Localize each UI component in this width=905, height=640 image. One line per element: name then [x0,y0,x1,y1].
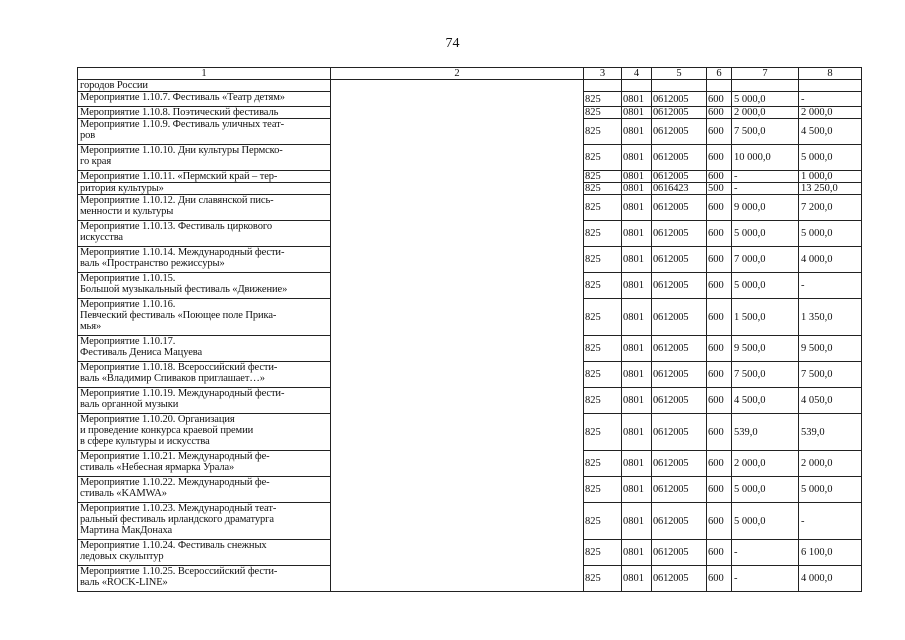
row-description: Мероприятие 1.10.23. Международный теат- ральный фестиваль ирландского драматурга Мартина МакДонаха [78,503,331,540]
page-number: 74 [445,36,460,51]
cell-value: - [732,566,799,592]
empty-cell [331,247,584,273]
cell-value: 825 [584,107,622,119]
cell-value: - [799,273,862,299]
cell-value: 2 000,0 [732,451,799,477]
cell-value: 0612005 [652,362,707,388]
column-header: 2 [331,68,584,80]
cell-value: 0612005 [652,299,707,336]
table-row [78,183,862,195]
cell-value: 825 [584,451,622,477]
cell-value: 1 350,0 [799,299,862,336]
cell-value: 0801 [622,414,652,451]
row-description: Мероприятие 1.10.25. Всероссийский фести- валь «ROCK-LINE» [78,566,331,592]
empty-cell [331,273,584,299]
row-description: Мероприятие 1.10.21. Международный фе- стиваль «Небесная ярмарка Урала» [78,451,331,477]
row-description: Мероприятие 1.10.19. Международный фести- валь органной музыки [78,388,331,414]
cell-value: 600 [707,247,732,273]
cell-value: 0801 [622,92,652,107]
cell-value: 600 [707,566,732,592]
empty-cell [331,336,584,362]
table-row [78,414,862,451]
cell-value: 0612005 [652,451,707,477]
cell-value: 0612005 [652,145,707,171]
cell-value: 0612005 [652,477,707,503]
row-description: Мероприятие 1.10.20. Организация и проведение конкурса краевой премии в сфере культуры и искусства [78,414,331,451]
cell-value: - [732,171,799,183]
empty-cell [331,362,584,388]
cell-value: 600 [707,221,732,247]
cell-value: 0612005 [652,247,707,273]
empty-cell [331,119,584,145]
table-row [78,503,862,540]
table-row [78,566,862,592]
empty-cell [331,566,584,592]
cell-value: 825 [584,195,622,221]
cell-value: 0612005 [652,540,707,566]
row-description: Мероприятие 1.10.22. Международный фе- стиваль «KAMWA» [78,477,331,503]
cell-value: 0801 [622,388,652,414]
table-row [78,145,862,171]
cell-value: 7 500,0 [799,362,862,388]
table-row [78,540,862,566]
table-row [78,477,862,503]
cell-value: 539,0 [732,414,799,451]
cell-value: 600 [707,119,732,145]
cell-value: 825 [584,477,622,503]
cell-value: 600 [707,503,732,540]
cell-value: 500 [707,183,732,195]
cell-value: 825 [584,145,622,171]
cell-value: 0612005 [652,119,707,145]
cell-value: 825 [584,388,622,414]
cell-value: 600 [707,92,732,107]
cell-value: 600 [707,195,732,221]
table-row [78,107,862,119]
cell-value: - [799,503,862,540]
cell-value: 600 [707,145,732,171]
column-header: 8 [799,68,862,80]
cell-value: 7 000,0 [732,247,799,273]
cell-value: 0612005 [652,503,707,540]
row-description: Мероприятие 1.10.7. Фестиваль «Театр детям» [78,92,331,107]
table-row [78,80,862,92]
cell-value: 0801 [622,336,652,362]
cell-value: 600 [707,171,732,183]
empty-cell [331,299,584,336]
cell-value: 7 200,0 [799,195,862,221]
table-row [78,299,862,336]
cell-value: 825 [584,566,622,592]
table-row [78,195,862,221]
cell-value: 0801 [622,195,652,221]
cell-value: - [732,540,799,566]
cell-value: 5 000,0 [799,145,862,171]
cell-value: 825 [584,336,622,362]
table-row [78,273,862,299]
cell-value: 600 [707,388,732,414]
cell-value: 539,0 [799,414,862,451]
cell-value: 9 000,0 [732,195,799,221]
cell-value: 0801 [622,477,652,503]
row-description: Мероприятие 1.10.10. Дни культуры Пермско- го края [78,145,331,171]
cell-value: 7 500,0 [732,119,799,145]
cell-value [622,80,652,92]
cell-value: 5 000,0 [799,221,862,247]
cell-value: 0801 [622,119,652,145]
cell-value: 4 500,0 [799,119,862,145]
empty-cell [331,183,584,195]
row-description: ритория культуры» [78,183,331,195]
cell-value: 825 [584,362,622,388]
cell-value: 9 500,0 [732,336,799,362]
cell-value: 0616423 [652,183,707,195]
empty-cell [331,388,584,414]
cell-value: 600 [707,107,732,119]
table-row [78,451,862,477]
cell-value: 7 500,0 [732,362,799,388]
cell-value: 825 [584,119,622,145]
cell-value: 0612005 [652,336,707,362]
cell-value: 0612005 [652,221,707,247]
empty-cell [331,451,584,477]
cell-value: 1 500,0 [732,299,799,336]
row-description: Мероприятие 1.10.16. Певческий фестиваль «Поющее поле Прика- мья» [78,299,331,336]
cell-value: - [799,92,862,107]
cell-value: 2 000,0 [732,107,799,119]
cell-value: 825 [584,171,622,183]
cell-value: 825 [584,183,622,195]
cell-value: 13 250,0 [799,183,862,195]
cell-value: 0801 [622,299,652,336]
cell-value: 4 500,0 [732,388,799,414]
empty-cell [331,171,584,183]
cell-value [732,80,799,92]
cell-value: 1 000,0 [799,171,862,183]
table-row [78,336,862,362]
cell-value: 0801 [622,247,652,273]
cell-value: 0801 [622,273,652,299]
row-description: Мероприятие 1.10.15. Большой музыкальный фестиваль «Движение» [78,273,331,299]
cell-value: 4 050,0 [799,388,862,414]
row-description: Мероприятие 1.10.9. Фестиваль уличных теат- ров [78,119,331,145]
cell-value: 0801 [622,451,652,477]
empty-cell [331,145,584,171]
table-row [78,247,862,273]
cell-value: 0612005 [652,566,707,592]
cell-value: 0801 [622,362,652,388]
cell-value: 600 [707,273,732,299]
cell-value: 825 [584,414,622,451]
row-description: Мероприятие 1.10.14. Международный фести- валь «Пространство режиссуры» [78,247,331,273]
cell-value: 825 [584,221,622,247]
cell-value: 600 [707,414,732,451]
column-header: 3 [584,68,622,80]
cell-value: 600 [707,362,732,388]
cell-value: 0801 [622,171,652,183]
row-description: Мероприятие 1.10.12. Дни славянской пись- менности и культуры [78,195,331,221]
table-row [78,171,862,183]
cell-value: 0612005 [652,388,707,414]
column-header: 5 [652,68,707,80]
cell-value: 0612005 [652,92,707,107]
cell-value [652,80,707,92]
empty-cell [331,107,584,119]
empty-cell [331,414,584,451]
column-header: 6 [707,68,732,80]
cell-value: 5 000,0 [732,273,799,299]
cell-value: 0612005 [652,273,707,299]
cell-value: 5 000,0 [732,92,799,107]
cell-value: 0801 [622,566,652,592]
cell-value: - [732,183,799,195]
cell-value: 600 [707,336,732,362]
table-row [78,119,862,145]
cell-value: 600 [707,451,732,477]
table-row [78,362,862,388]
column-header: 4 [622,68,652,80]
cell-value: 0801 [622,183,652,195]
row-description: Мероприятие 1.10.24. Фестиваль снежных ледовых скульптур [78,540,331,566]
cell-value: 4 000,0 [799,247,862,273]
empty-cell [331,503,584,540]
cell-value [584,80,622,92]
cell-value: 825 [584,92,622,107]
table-header-row [78,68,862,80]
cell-value: 825 [584,503,622,540]
row-description: Мероприятие 1.10.8. Поэтический фестиваль [78,107,331,119]
cell-value: 825 [584,299,622,336]
cell-value: 0801 [622,145,652,171]
cell-value: 600 [707,299,732,336]
cell-value: 600 [707,540,732,566]
cell-value: 9 500,0 [799,336,862,362]
cell-value: 5 000,0 [732,503,799,540]
cell-value: 5 000,0 [799,477,862,503]
budget-table [77,67,862,592]
empty-cell [331,221,584,247]
empty-cell [331,80,584,92]
cell-value: 0612005 [652,414,707,451]
cell-value [707,80,732,92]
row-description: городов России [78,80,331,92]
table-row [78,221,862,247]
cell-value: 10 000,0 [732,145,799,171]
empty-cell [331,540,584,566]
cell-value: 0801 [622,503,652,540]
table-row [78,388,862,414]
column-header: 7 [732,68,799,80]
cell-value: 0801 [622,540,652,566]
cell-value: 0801 [622,107,652,119]
cell-value: 0612005 [652,107,707,119]
cell-value: 2 000,0 [799,451,862,477]
cell-value: 5 000,0 [732,221,799,247]
cell-value [799,80,862,92]
cell-value: 0801 [622,221,652,247]
cell-value: 825 [584,540,622,566]
row-description: Мероприятие 1.10.17. Фестиваль Дениса Мацуева [78,336,331,362]
cell-value: 825 [584,273,622,299]
empty-cell [331,477,584,503]
cell-value: 0612005 [652,171,707,183]
row-description: Мероприятие 1.10.11. «Пермский край – тер- [78,171,331,183]
cell-value: 2 000,0 [799,107,862,119]
table-row [78,92,862,107]
column-header: 1 [78,68,331,80]
cell-value: 600 [707,477,732,503]
empty-cell [331,92,584,107]
empty-cell [331,195,584,221]
cell-value: 4 000,0 [799,566,862,592]
cell-value: 0612005 [652,195,707,221]
cell-value: 825 [584,247,622,273]
cell-value: 5 000,0 [732,477,799,503]
row-description: Мероприятие 1.10.18. Всероссийский фести- валь «Владимир Спиваков приглашает…» [78,362,331,388]
cell-value: 6 100,0 [799,540,862,566]
row-description: Мероприятие 1.10.13. Фестиваль циркового искусства [78,221,331,247]
